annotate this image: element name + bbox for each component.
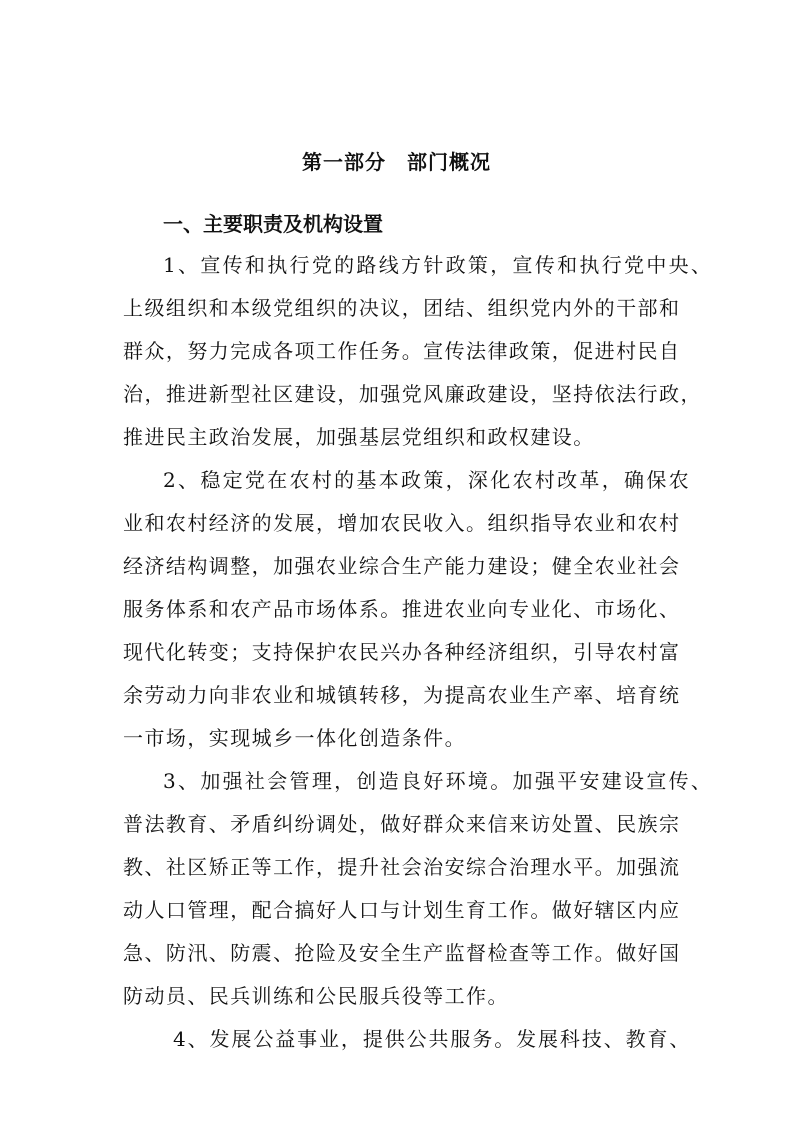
paragraph-line: 4、发展公益事业，提供公共服务。发展科技、教育、 (173, 1027, 692, 1051)
paragraph-line: 普法教育、矛盾纠纷调处，做好群众来信来访处置、民族宗 (123, 812, 681, 836)
paragraph-line: 上级组织和本级党组织的决议，团结、组织党内外的干部和 (123, 296, 681, 320)
paragraph-line: 余劳动力向非农业和城镇转移，为提高农业生产率、培育统 (123, 683, 681, 707)
paragraph-line: 2、稳定党在农村的基本政策，深化农村改革，确保农 (163, 468, 691, 492)
paragraph-line: 经济结构调整，加强农业综合生产能力建设；健全农业社会 (123, 554, 681, 578)
page-title: 第一部分 部门概况 (302, 150, 491, 174)
paragraph-line: 急、防汛、防震、抢险及安全生产监督检查等工作。做好国 (123, 941, 681, 965)
paragraph-line: 群众，努力完成各项工作任务。宣传法律政策，促进村民自 (123, 339, 681, 363)
paragraph-line: 业和农村经济的发展，增加农民收入。组织指导农业和农村 (123, 511, 681, 535)
paragraph-line: 一市场，实现城乡一体化创造条件。 (123, 726, 467, 750)
paragraph-line: 服务体系和农产品市场体系。推进农业向专业化、市场化、 (123, 597, 681, 621)
paragraph-line: 治，推进新型社区建设，加强党风廉政建设，坚持依法行政， (123, 382, 702, 406)
paragraph-line: 1、宣传和执行党的路线方针政策，宣传和执行党中央、 (163, 253, 714, 277)
paragraph-line: 动人口管理，配合搞好人口与计划生育工作。做好辖区内应 (123, 898, 681, 922)
paragraph-line: 3、加强社会管理，创造良好环境。加强平安建设宣传、 (163, 769, 714, 793)
section-heading: 一、主要职责及机构设置 (163, 212, 383, 236)
paragraph-line: 推进民主政治发展，加强基层党组织和政权建设。 (123, 425, 595, 449)
paragraph-line: 教、社区矫正等工作，提升社会治安综合治理水平。加强流 (123, 855, 681, 879)
paragraph-line: 防动员、民兵训练和公民服兵役等工作。 (123, 984, 509, 1008)
paragraph-line: 现代化转变；支持保护农民兴办各种经济组织，引导农村富 (123, 640, 681, 664)
